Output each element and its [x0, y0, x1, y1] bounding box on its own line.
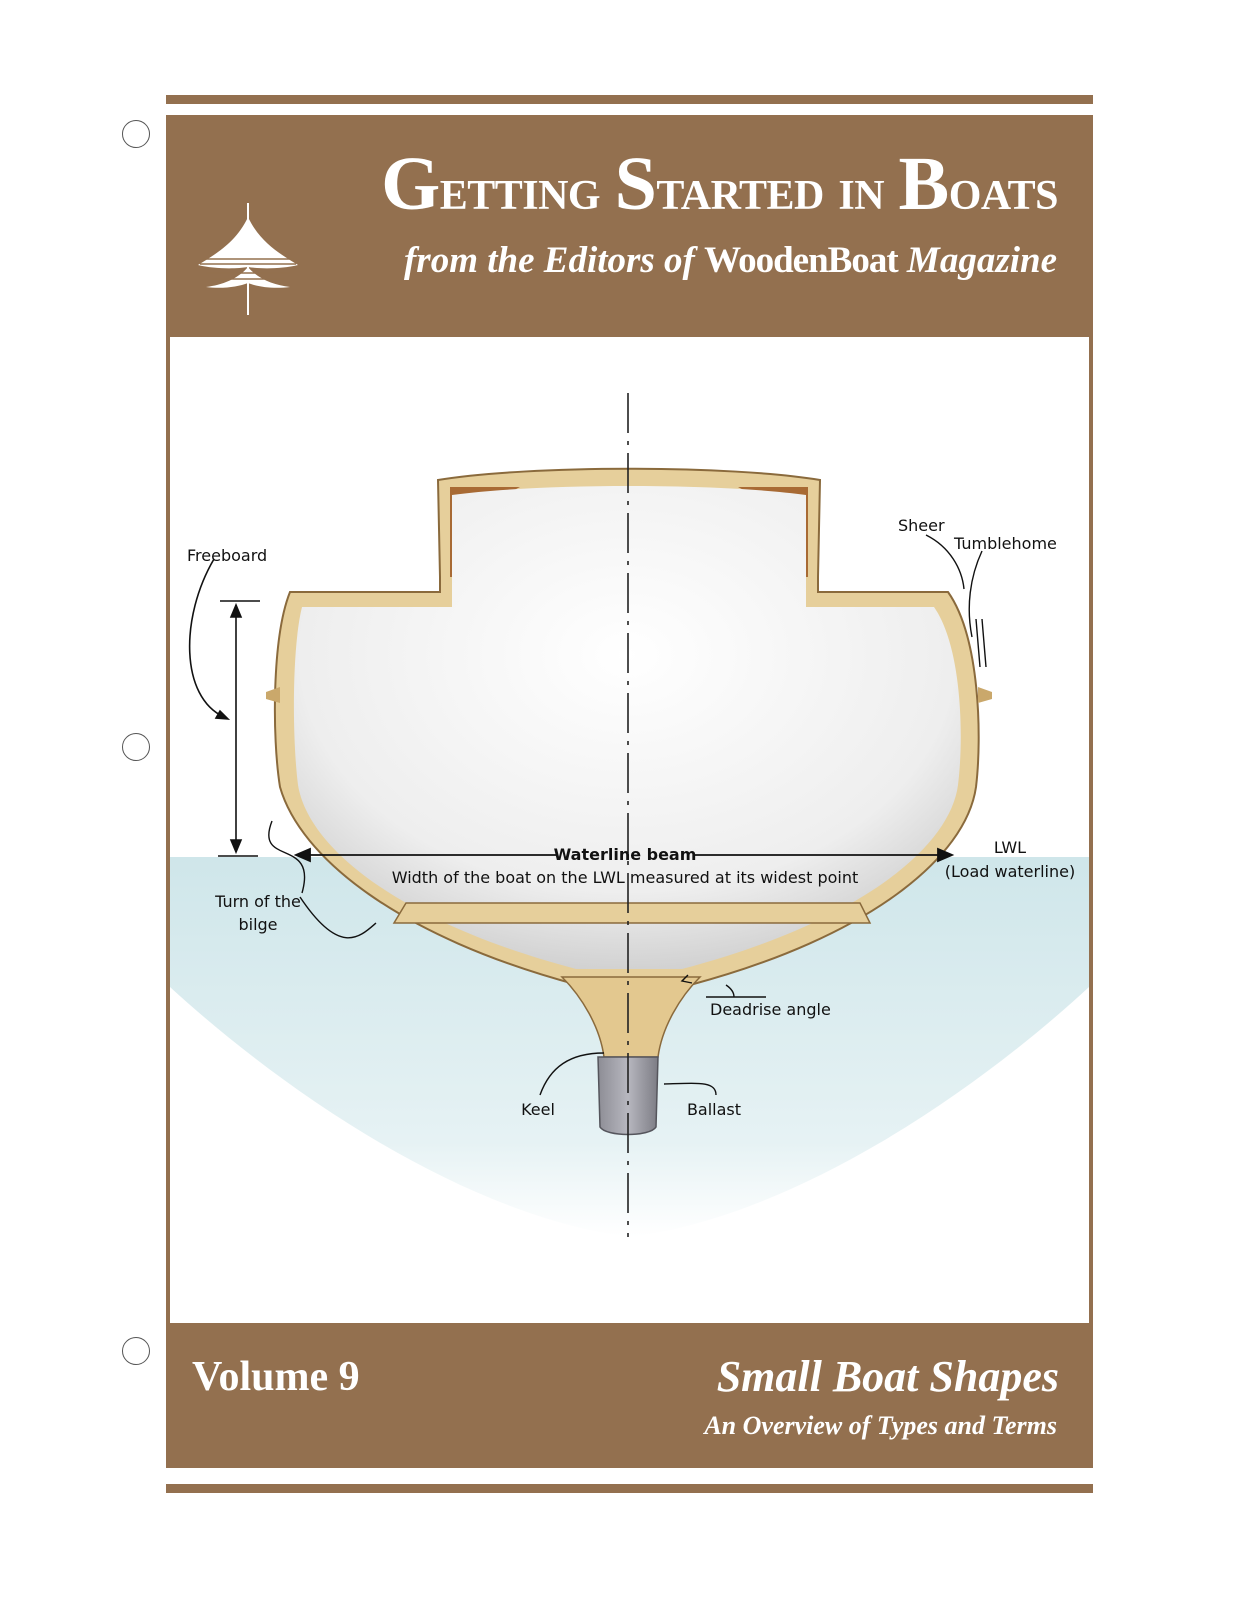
label-lwl-desc: (Load waterline): [944, 862, 1076, 881]
binder-hole-middle: [122, 733, 150, 761]
binder-hole-bottom: [122, 1337, 150, 1365]
series-title: [200, 141, 1058, 228]
label-ballast: Ballast: [686, 1100, 742, 1119]
title-word: in: [838, 156, 885, 222]
title-word: Boats: [898, 142, 1058, 226]
series-subtitle: from the Editors of WoodenBoat Magazine: [403, 240, 1057, 281]
label-waterline-beam-desc: Width of the boat on the LWL measured at its widest point: [391, 868, 859, 887]
label-tumblehome: Tumblehome: [954, 534, 1057, 553]
bottom-rule: [166, 1484, 1093, 1493]
issue-title: Small Boat Shapes: [716, 1352, 1059, 1401]
label-keel: Keel: [521, 1100, 555, 1119]
hull-section-diagram: [170, 337, 1089, 1323]
top-rule: [166, 95, 1093, 104]
title-word: Started: [614, 142, 824, 226]
label-turn-of-bilge-1: Turn of the: [215, 892, 301, 911]
label-turn-of-bilge-2: bilge: [238, 915, 278, 934]
label-deadrise-angle: Deadrise angle: [710, 1000, 831, 1019]
label-waterline-beam: Waterline beam: [553, 845, 697, 864]
boat-frame-logo-icon: [196, 203, 300, 315]
binder-hole-top: [122, 120, 150, 148]
label-sheer: Sheer: [898, 516, 945, 535]
label-lwl: LWL: [993, 838, 1027, 857]
header-banner: [166, 115, 1093, 337]
volume-number: Volume 9: [192, 1354, 360, 1400]
cabin-sole: [394, 903, 870, 923]
label-freeboard: Freeboard: [187, 546, 268, 565]
issue-subtitle: An Overview of Types and Terms: [704, 1411, 1057, 1440]
freeboard-dimension: [190, 559, 260, 856]
brand-name: WoodenBoat: [704, 240, 898, 281]
title-word: Getting: [381, 142, 601, 226]
footer-banner: [166, 1323, 1093, 1468]
